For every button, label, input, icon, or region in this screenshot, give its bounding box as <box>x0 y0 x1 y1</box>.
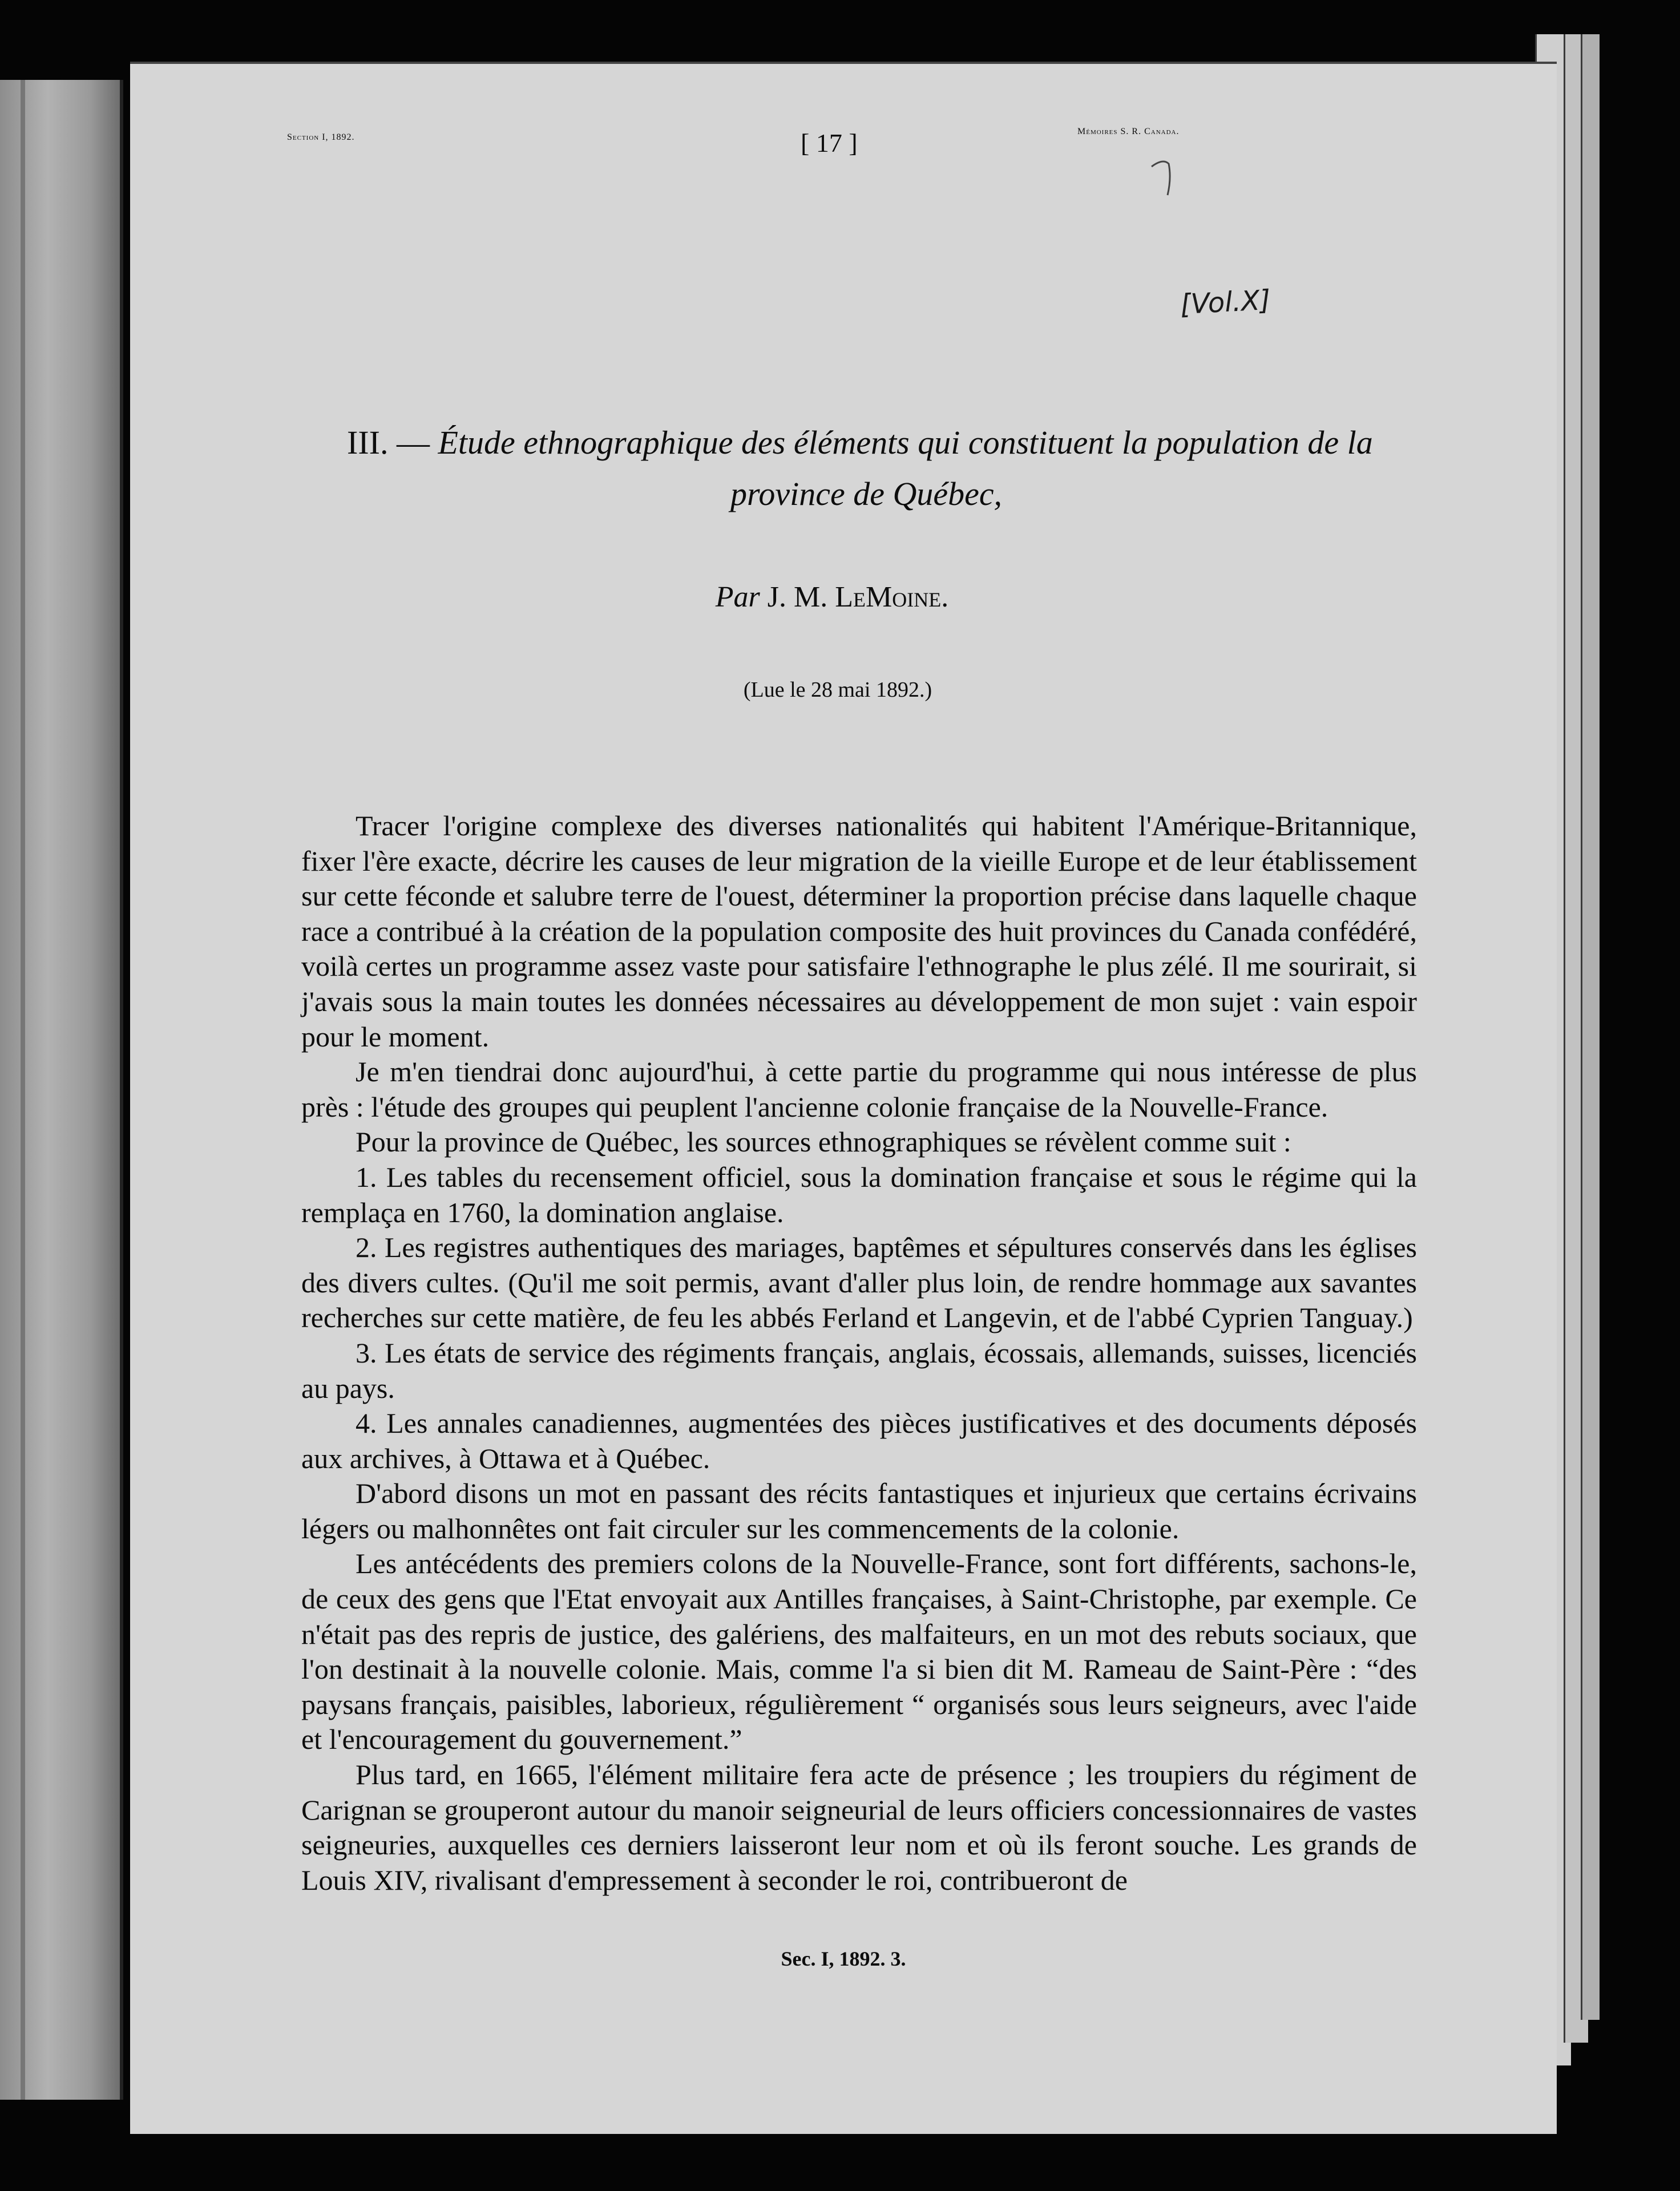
paragraph: Tracer l'origine complexe des diverses nationalités qui habitent l'Amérique-Britannique, fixer l'ère exacte, décrire les causes de leur migration de la vieille Europe et de leur établissement sur cette féconde et salubre terre de l'ouest, déterminer la proportion précise dans laquelle chaque race a contribué à la création de la population composite des huit provinces du Canada confédéré, voilà certes un programme assez vaste pour satisfaire l'ethnographe le plus zélé. Il me sourirait, si j'avais sous la main toutes les données nécessaires au développement de mon sujet : vain espoir pour le moment. <box>301 810 1417 1053</box>
pencil-mark-icon <box>1146 155 1180 201</box>
page-number: [ 17 ] <box>801 128 858 157</box>
paragraph: D'abord disons un mot en passant des récits fantastiques et injurieux que certains écrivains légers ou malhonnêtes ont fait circuler sur les commencements de la colonie. <box>301 1477 1417 1545</box>
paragraph: 2. Les registres authentiques des mariages, baptêmes et sépultures conservés dans les églises des divers cultes. (Qu'il me soit permis, avant d'aller plus loin, de rendre hommage aux savantes recherches sur cette matière, de feu les abbés Ferland et Langevin, et de l'abbé Cyprien Tanguay.) <box>301 1231 1417 1334</box>
paragraph: Plus tard, en 1665, l'élément militaire fera acte de présence ; les troupiers du régiment de Carignan se grouperont autour du manoir seigneurial de leurs officiers concessionnaires de vastes seigneuries, auxquelles ces derniers laisseront leur nom et où ils feront souche. Les grands de Louis XIV, rivalisant d'empressement à seconder le roi, contribueront de <box>301 1759 1417 1896</box>
binding-shadow <box>21 80 25 2100</box>
paragraph: Pour la province de Québec, les sources ethnographiques se révèlent comme suit : <box>356 1126 1291 1158</box>
book-binding-left-pages <box>0 80 123 2100</box>
running-header-journal: Mémoires S. R. Canada. <box>1077 127 1180 136</box>
article-title-line-2: province de Québec, <box>730 475 1003 512</box>
author-name: J. M. LeMoine. <box>767 581 949 613</box>
footer-signature: Sec. I, 1892. 3. <box>781 1947 906 1970</box>
body-text <box>301 809 1417 1898</box>
page-edge <box>1581 34 1600 2020</box>
paragraph: Les antécédents des premiers colons de la Nouvelle-France, sont fort différents, sachons-le, de ceux des gens que l'Etat envoyait aux Antilles françaises, à Saint-Christophe, par exemple. Ce n'était pas des repris de justice, des galériens, des malfaiteurs, en un mot des rebuts sociaux, que l'on destinait à la nouvelle colonie. Mais, comme l'a si bien dit M. Rameau de Saint-Père : “des paysans français, paisibles, laborieux, régulièrement “ organisés sous leurs seigneurs, avec l'aide et l'encouragement du gouvernement.” <box>301 1547 1417 1756</box>
article-number: III. — <box>347 424 430 461</box>
running-header-section: Section I, 1892. <box>287 132 355 142</box>
byline <box>119 580 1545 614</box>
paragraph: 4. Les annales canadiennes, augmentées des pièces justificatives et des documents déposés aux archives, à Ottawa et à Québec. <box>301 1407 1417 1474</box>
paragraph: 3. Les états de service des régiments français, anglais, écossais, allemands, suisses, licenciés au pays. <box>301 1336 1417 1404</box>
paragraph: 1. Les tables du recensement officiel, sous la domination française et sous le régime qui la remplaça en 1760, la domination anglaise. <box>301 1161 1417 1228</box>
article-title-line-1: Étude ethnographique des éléments qui constituent la population de la <box>438 424 1373 461</box>
article-title <box>347 423 1465 462</box>
read-date: (Lue le 28 mai 1892.) <box>743 678 932 702</box>
handwritten-annotation: [Vol.X] <box>1179 284 1271 321</box>
document-page <box>130 62 1557 2134</box>
author-prefix: Par <box>715 581 760 613</box>
paragraph: Je m'en tiendrai donc aujourd'hui, à cette partie du programme qui nous intéresse de plus près : l'étude des groupes qui peuplent l'ancienne colonie française de la Nouvelle-France. <box>301 1056 1417 1123</box>
